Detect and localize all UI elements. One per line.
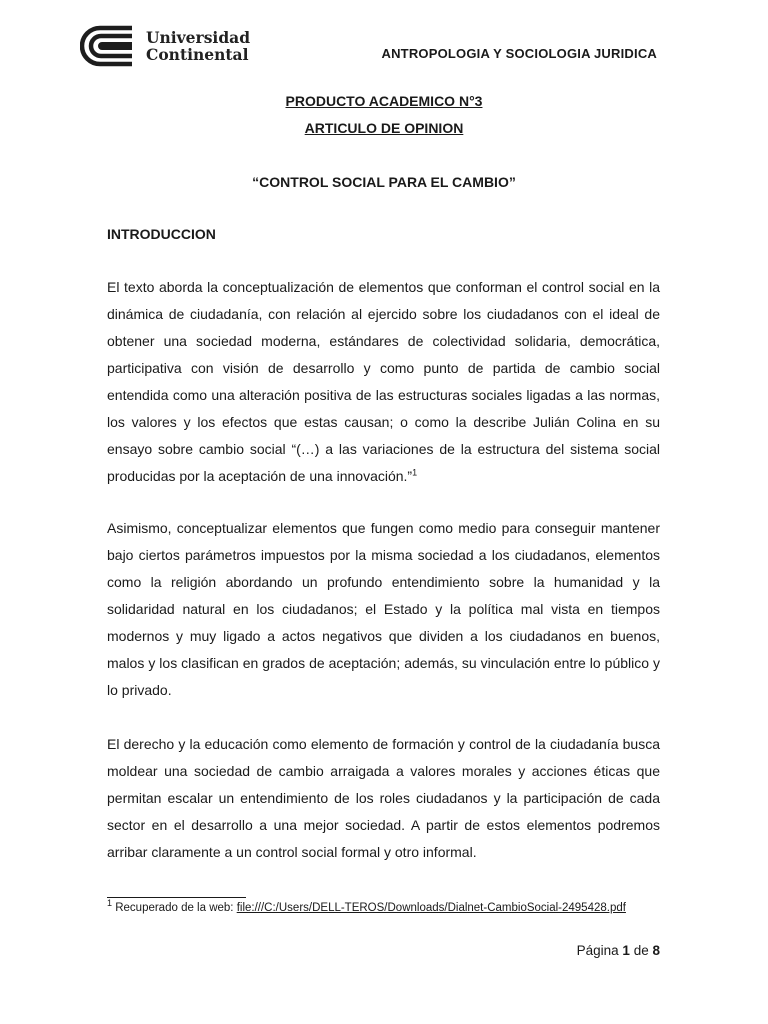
university-logo	[80, 24, 250, 68]
footnote-prefix: Recuperado de la web:	[115, 902, 237, 914]
page-number	[577, 943, 660, 958]
document-title: PRODUCTO ACADEMICO N°3	[285, 93, 483, 109]
page-current: 1	[622, 943, 630, 958]
course-header: ANTROPOLOGIA Y SOCIOLOGIA JURIDICA	[381, 46, 657, 61]
document-subtitle: ARTICULO DE OPINION	[304, 120, 464, 136]
paragraph-3: El derecho y la educación como elemento de formación y control de la ciudadanía busca moldear una sociedad de cambio arraigada a valores morales y acciones éticas que permitan escalar un entendimiento de los roles ciudadanos y la participación de cada sector en el desarrollo a una mejor sociedad. A partir de estos elementos podremos arribar claramente a un control social formal y otro informal.	[107, 736, 660, 860]
footnote-link[interactable]: file:///C:/Users/DELL-TEROS/Downloads/Dialnet-CambioSocial-2495428.pdf	[236, 902, 626, 914]
footnote	[107, 898, 627, 916]
logo-text-line1: Universidad	[146, 28, 251, 47]
footnote-marker: 1	[107, 898, 113, 909]
article-title: “CONTROL SOCIAL PARA EL CAMBIO”	[252, 174, 516, 190]
page-label: Página	[576, 943, 619, 958]
page-total: 8	[652, 943, 660, 958]
section-heading: INTRODUCCION	[107, 226, 216, 242]
paragraph-1-text: El texto aborda la conceptualización de elementos que conforman el control social en la dinámica de ciudadanía, con relación al ejercido sobre los ciudadanos con el ideal de obtener una sociedad moderna, estándares de colectividad solidaria, democrática, participativa con visión de desarrollo y como punto de partida de cambio social entendida como una alteración positiva de las estructuras sociales ligadas a las normas, los valores y los efectos que estas causan; o como la describe Julián Colina en su ensayo sobre cambio social “(…) a las variaciones de la estructura del sistema social producidas por la aceptación de una innovación.”	[107, 279, 660, 484]
footnote-separator	[107, 897, 246, 898]
paragraph-1	[107, 274, 660, 490]
footnote-ref[interactable]: 1	[412, 467, 418, 478]
universidad-continental-logo-icon	[80, 24, 136, 68]
paragraph-2: Asimismo, conceptualizar elementos que fungen como medio para conseguir mantener bajo ciertos parámetros impuestos por la misma sociedad a los ciudadanos, elementos como la religión abordando un profundo entendimiento sobre la humanidad y la solidaridad natural en los ciudadanos; el Estado y la política mal vista en tiempos modernos y muy ligado a actos negativos que dividen a los ciudadanos en buenos, malos y los clasifican en grados de aceptación; además, su vinculación entre lo público y lo privado.	[107, 520, 660, 698]
page-of: de	[633, 943, 649, 958]
logo-text-line2: Continental	[146, 45, 249, 64]
